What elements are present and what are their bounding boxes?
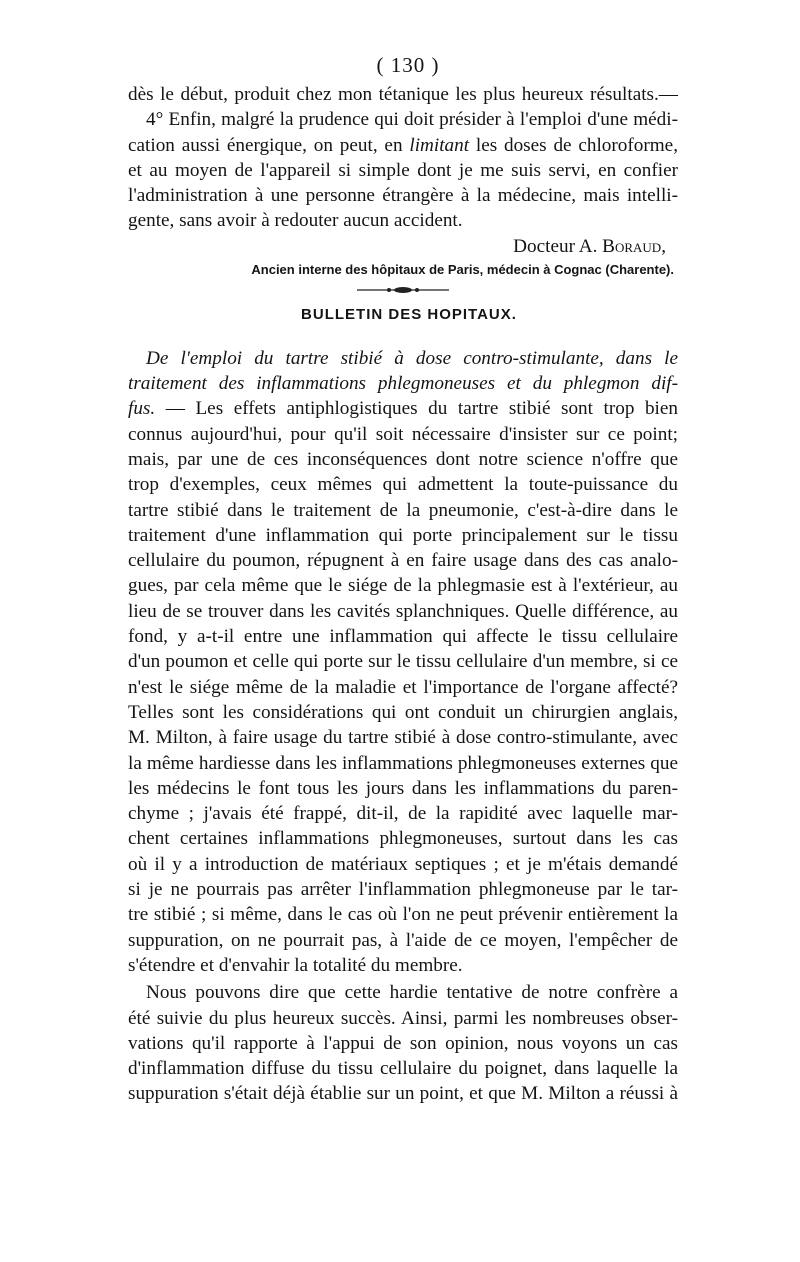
intro-paragraph: [128, 82, 678, 234]
signature-prefix: Docteur A.: [513, 235, 603, 257]
author-affiliation: Ancien interne des hôpitaux de Paris, médecin à Cognac (Charente).: [251, 261, 674, 277]
text-line: Telles sont les considérations qui ont conduit un chirurgien anglais,: [128, 701, 678, 723]
text-line: suppuration, on ne pourrait pas, à l'aide de ce moyen, l'empêcher de: [128, 929, 678, 951]
article-title-line: De l'emploi du tartre stibié à dose contro-stimulante, dans le: [146, 347, 678, 369]
section-title: BULLETIN DES HOPITAUX.: [301, 305, 517, 323]
text-line: été suivie du plus heureux succès. Ainsi, parmi les nombreuses obser-: [128, 1007, 678, 1029]
text-line: Nous pouvons dire que cette hardie tentative de notre confrère a: [146, 982, 678, 1004]
text-line: [128, 133, 678, 158]
text-line: M. Milton, à faire usage du tartre stibié à dose contro-stimulante, avec: [128, 727, 678, 749]
text-line: où il y a introduction de matériaux septiques ; et je m'étais demandé: [128, 853, 678, 875]
article-title-end: fus.: [128, 398, 156, 420]
text-line: n'est le siége même de la maladie et l'importance de l'organe affecté?: [128, 676, 678, 698]
text-segment: les doses de chloroforme,: [469, 134, 678, 156]
text-line: la même hardiesse dans les inflammations phlegmoneuses externes que: [128, 752, 678, 774]
text-segment: cation aussi énergique, on peut, en: [128, 134, 410, 156]
text-line: lieu de se trouver dans les cavités splanchniques. Quelle différence, au: [128, 600, 678, 622]
text-line: mais, par une de ces inconséquences dont notre science n'offre que: [128, 448, 678, 470]
text-line: s'étendre et d'envahir la totalité du membre.: [128, 954, 463, 976]
text-line: traitement d'une inflammation qui porte principalement sur le tissu: [128, 524, 678, 546]
text-line: l'administration à une personne étrangère à la médecine, mais intelli-: [128, 185, 678, 207]
text-line: 4° Enfin, malgré la prudence qui doit présider à l'emploi d'une médi-: [146, 109, 678, 131]
text-line: si je ne pourrais pas arrêter l'inflammation phlegmoneuse par le tar-: [128, 879, 678, 901]
article-title-line: traitement des inflammations phlegmoneuses et du phlegmon dif-: [128, 373, 678, 395]
text-line: tartre stibié dans le traitement de la pneumonie, c'est-à-dire dans le: [128, 499, 678, 521]
text-line: fond, y a-t-il entre une inflammation qui affecte le tissu cellulaire: [128, 626, 678, 648]
text-line: gues, par cela même que le siége de la phlegmasie est à l'extérieur, au: [128, 575, 678, 597]
text-line: gente, sans avoir à redouter aucun accident.: [128, 210, 463, 232]
text-line: d'un poumon et celle qui porte sur le tissu cellulaire d'un membre, si ce: [128, 651, 678, 673]
text-line: vations qu'il rapporte à l'appui de son opinion, nous voyons un cas: [128, 1032, 678, 1054]
text-line: connus aujourd'hui, pour qu'il soit nécessaire d'insister sur ce point;: [128, 423, 678, 445]
signature-name: Boraud,: [602, 235, 666, 257]
text-line: suppuration s'était déjà établie sur un point, et que M. Milton a réussi à: [128, 1083, 678, 1105]
text-segment: — Les effets antiphlogistiques du tartre stibié sont trop bien: [155, 398, 678, 420]
page-number: ( 130 ): [376, 53, 440, 77]
text-line: cellulaire du poumon, répugnent à en faire usage dans des cas analo-: [128, 550, 678, 572]
text-line: trop d'exemples, ceux mêmes qui admettent la toute-puissance du: [128, 474, 678, 496]
text-line: tre stibié ; si même, dans le cas où l'on ne peut prévenir entièrement la: [128, 904, 678, 926]
ornamental-separator: [353, 284, 453, 296]
text-line: et au moyen de l'appareil si simple dont je me suis servi, en confier: [128, 159, 678, 181]
italic-word: limitant: [409, 134, 470, 156]
page: [128, 52, 678, 1107]
signature: [128, 234, 666, 260]
text-line: d'inflammation diffuse du tissu cellulaire du poignet, dans laquelle la: [128, 1058, 678, 1080]
text-line: chent certaines inflammations phlegmoneuses, surtout dans les cas: [128, 828, 678, 850]
text-line: chyme ; j'avais été frappé, dit-il, de la rapidité avec laquelle mar-: [128, 803, 678, 825]
text-line: les médecins le font tous les jours dans les inflammations du paren-: [128, 777, 678, 799]
text-line: [128, 396, 678, 421]
article: [128, 346, 678, 1107]
text-line: dès le début, produit chez mon tétanique les plus heureux résultats.—: [128, 84, 678, 105]
